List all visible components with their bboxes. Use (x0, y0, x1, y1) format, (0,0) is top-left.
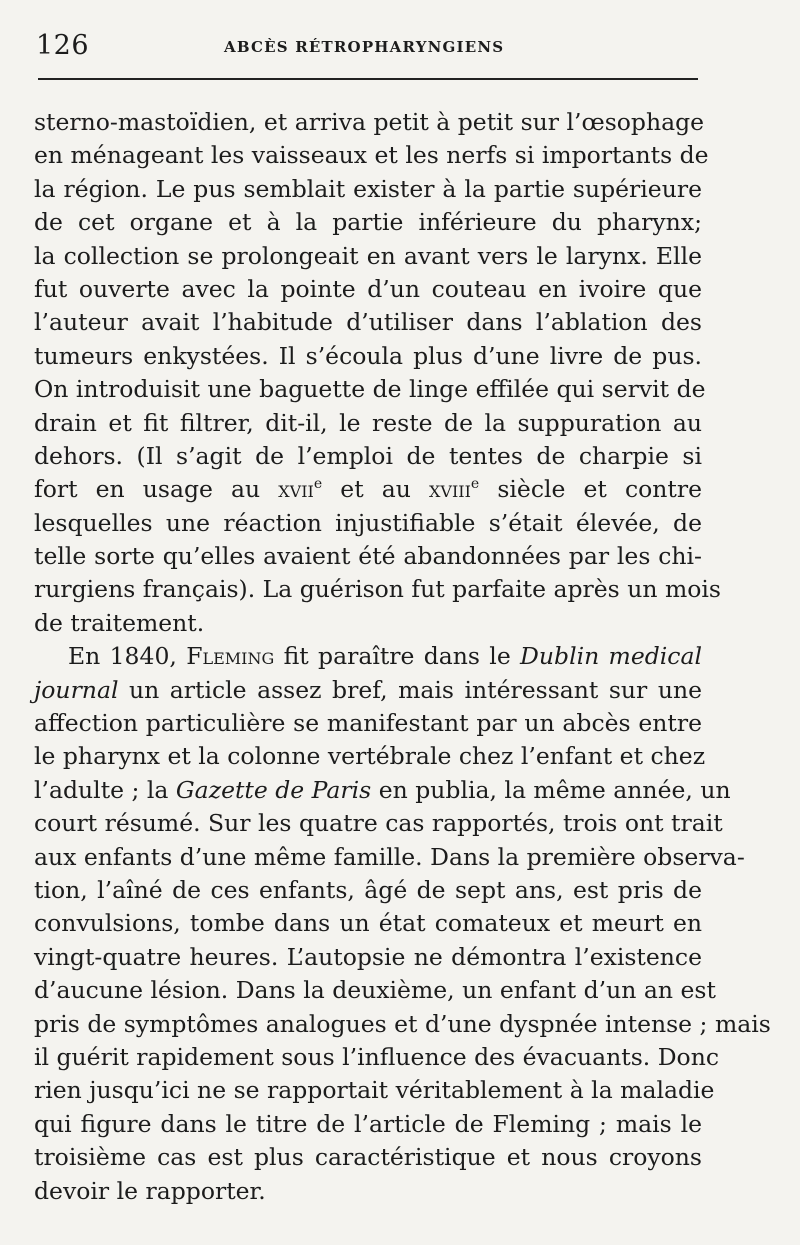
text-line: On introduisit une baguette de linge effilée qui servit de (34, 375, 706, 404)
text-line: rien jusqu’ici ne se rapportait véritablement à la maladie (34, 1076, 715, 1105)
header-rule (38, 78, 698, 80)
text-line: court résumé. Sur les quatre cas rapportés, trois ont trait (34, 809, 723, 838)
page-number: 126 (36, 30, 90, 61)
text-line (34, 774, 731, 807)
text-line: il guérit rapidement sous l’influence des évacuants. Donc (34, 1042, 719, 1071)
text-line: convulsions, tombe dans un état comateux et meurt en (34, 909, 702, 938)
text-run: l’adulte ; la (34, 775, 176, 804)
text-line: de cet organe et à la partie inférieure du pharynx; (34, 208, 702, 237)
text-run: En 1840, (68, 642, 187, 671)
text-run: un article assez bref, mais intéressant sur une (118, 675, 702, 704)
text-line: aux enfants d’une même famille. Dans la première observa- (34, 842, 745, 871)
text-run: fort en usage au (34, 475, 279, 504)
text-run: siècle et contre (479, 475, 702, 504)
superscript: e (313, 476, 323, 493)
text-line (34, 674, 702, 707)
text-line: rurgiens français). La guérison fut parfaite après un mois (34, 575, 721, 604)
text-line-centuries (34, 473, 702, 506)
paragraph-2 (34, 640, 771, 1208)
author-name: Fleming (186, 642, 275, 671)
text-line: tumeurs enkystées. Il s’écoula plus d’une livre de pus. (34, 341, 702, 370)
superscript: e (470, 476, 480, 493)
text-line: qui figure dans le titre de l’article de Fleming ; mais le (34, 1109, 702, 1138)
journal-title: Dublin medical (520, 642, 702, 671)
text-line: vingt-quatre heures. L’autopsie ne démontra l’existence (34, 942, 702, 971)
gazette-title: Gazette de Paris (175, 775, 372, 804)
paragraph-1 (34, 106, 721, 640)
text-line: devoir le rapporter. (34, 1176, 266, 1205)
text-line: dehors. (Il s’agit de l’emploi de tentes de charpie si (34, 441, 702, 470)
text-line: affection particulière se manifestant par un abcès entre (34, 709, 702, 738)
text-line: le pharynx et la colonne vertébrale chez l’enfant et chez (34, 742, 706, 771)
journal-title: journal (34, 675, 119, 704)
text-line: sterno-mastoïdien, et arriva petit à petit sur l’œsophage (34, 108, 705, 136)
text-line: la région. Le pus semblait exister à la partie supérieure (34, 174, 702, 203)
text-line: lesquelles une réaction injustifiable s’était élevée, de (34, 508, 702, 537)
page-header (36, 30, 696, 66)
text-line: pris de symptômes analogues et d’une dyspnée intense ; mais (34, 1009, 771, 1038)
text-run: et au (322, 475, 429, 504)
text-line: en ménageant les vaisseaux et les nerfs si importants de (34, 141, 709, 170)
text-run: fit paraître dans le (274, 642, 521, 671)
body-text (34, 106, 771, 1208)
text-line: tion, l’aîné de ces enfants, âgé de sept ans, est pris de (34, 875, 702, 904)
text-line: troisième cas est plus caractéristique et nous croyons (34, 1143, 702, 1172)
text-line: drain et fit filtrer, dit-il, le reste de la suppuration au (34, 408, 702, 437)
running-head: ABCÈS RÉTROPHARYNGIENS (224, 38, 505, 56)
text-line: fut ouverte avec la pointe d’un couteau en ivoire que (34, 274, 702, 303)
roman-numeral-18: xviii (429, 475, 471, 504)
text-line: la collection se prolongeait en avant vers le larynx. Elle (34, 241, 702, 270)
text-line: telle sorte qu’elles avaient été abandonnées par les chi- (34, 542, 702, 571)
text-line: d’aucune lésion. Dans la deuxième, un enfant d’un an est (34, 976, 716, 1005)
text-line: de traitement. (34, 608, 205, 637)
text-run: en publia, la même année, un (371, 775, 731, 804)
text-line: l’auteur avait l’habitude d’utiliser dans l’ablation des (34, 308, 702, 337)
roman-numeral-17: xvii (278, 475, 314, 504)
text-line (34, 640, 702, 673)
